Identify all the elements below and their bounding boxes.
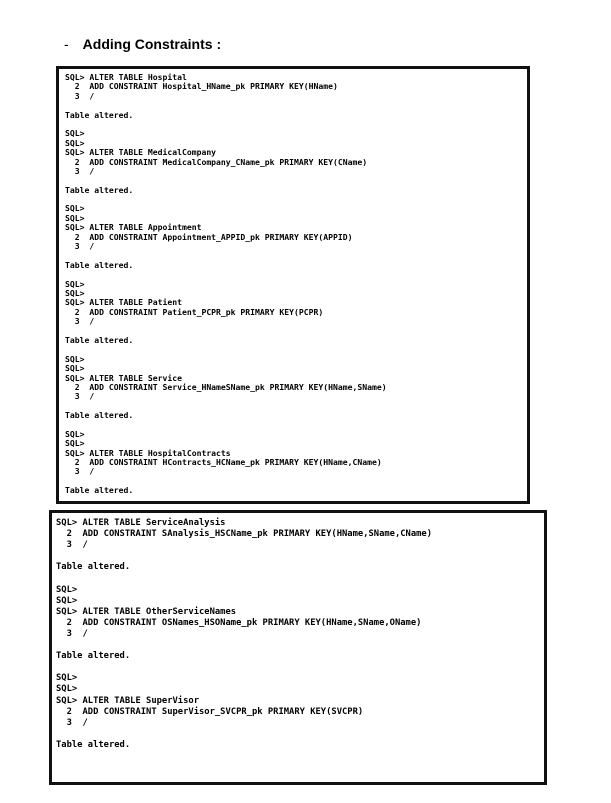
- terminal-line: SQL> ALTER TABLE SuperVisor: [56, 695, 199, 706]
- terminal-line: [65, 345, 521, 354]
- terminal-line: Table altered.: [65, 259, 134, 270]
- terminal-line: 3 /: [65, 316, 95, 327]
- terminal-line: SQL>: [56, 595, 78, 606]
- terminal-line: SQL> ALTER TABLE Patient: [65, 297, 182, 308]
- terminal-line: SQL> ALTER TABLE OtherServiceNames: [56, 606, 237, 617]
- terminal-line: Table altered.: [65, 485, 134, 496]
- terminal-line: [56, 662, 540, 673]
- terminal-line: Table altered.: [65, 410, 134, 421]
- terminal-line: Table altered.: [56, 739, 131, 750]
- terminal-line: 3 /: [65, 90, 95, 101]
- terminal-line: SQL> ALTER TABLE Hospital: [65, 72, 187, 82]
- terminal-line: 2 ADD CONSTRAINT HContracts_HCName_pk PRIMARY KEY(HName,CName): [65, 457, 382, 468]
- terminal-line: [65, 477, 521, 486]
- terminal-line: [56, 551, 540, 562]
- terminal-line: 2 ADD CONSTRAINT Appointment_APPID_pk PRIMARY KEY(APPID): [65, 231, 353, 242]
- terminal-line: SQL>: [65, 128, 85, 139]
- terminal-line: [56, 573, 540, 584]
- terminal-line: [65, 120, 521, 129]
- terminal-line: SQL>: [65, 137, 85, 148]
- terminal-line: SQL>: [65, 428, 85, 439]
- terminal-line: Table altered.: [56, 562, 131, 573]
- terminal-line: 3 /: [56, 628, 88, 639]
- terminal-line: SQL> ALTER TABLE ServiceAnalysis: [56, 518, 226, 528]
- terminal-line: [56, 640, 540, 651]
- terminal-line: 2 ADD CONSTRAINT Hospital_HName_pk PRIMARY KEY(HName): [65, 81, 338, 92]
- terminal-line: SQL>: [65, 212, 85, 223]
- heading-text: Adding Constraints :: [82, 36, 222, 52]
- terminal-line: [65, 270, 521, 279]
- terminal-line: [65, 176, 521, 185]
- terminal-line: SQL>: [65, 278, 85, 289]
- terminal-line: SQL>: [65, 353, 85, 364]
- terminal-line: [65, 327, 521, 336]
- terminal-line: SQL> ALTER TABLE Appointment: [65, 222, 202, 233]
- heading-bullet: -: [64, 36, 69, 52]
- terminal-line: Table altered.: [65, 184, 134, 195]
- terminal-line: 2 ADD CONSTRAINT Patient_PCPR_pk PRIMARY KEY(PCPR): [65, 306, 324, 317]
- terminal-line: 3 /: [65, 466, 95, 477]
- terminal-line: 2 ADD CONSTRAINT SuperVisor_SVCPR_pk PRIMARY KEY(SVCPR): [56, 706, 364, 717]
- terminal-line: SQL>: [56, 673, 78, 684]
- terminal-line: 3 /: [65, 165, 95, 176]
- terminal-line: [65, 251, 521, 260]
- terminal-line: 2 ADD CONSTRAINT Service_HNameSName_pk PRIMARY KEY(HName,SName): [65, 381, 387, 392]
- terminal-line: [56, 729, 540, 740]
- terminal-line: 2 ADD CONSTRAINT OSNames_HSOName_pk PRIMARY KEY(HName,SName,OName): [56, 617, 422, 628]
- terminal-line: 3 /: [65, 391, 95, 402]
- terminal-line: Table altered.: [65, 109, 134, 120]
- terminal-line: [65, 420, 521, 429]
- terminal-line: SQL>: [65, 287, 85, 298]
- terminal-line: SQL>: [56, 584, 78, 595]
- sql-terminal-output-2: [49, 510, 547, 785]
- terminal-line: Table altered.: [65, 334, 134, 345]
- terminal-line: Table altered.: [56, 651, 131, 662]
- terminal-line: [65, 402, 521, 411]
- sql-terminal-output-1: [56, 66, 530, 504]
- terminal-line: 3 /: [56, 717, 88, 728]
- terminal-line: [65, 101, 521, 110]
- terminal-line: 2 ADD CONSTRAINT SAnalysis_HSCName_pk PRIMARY KEY(HName,SName,CName): [56, 529, 433, 540]
- terminal-line: SQL>: [65, 363, 85, 374]
- terminal-line: SQL>: [56, 684, 78, 695]
- terminal-line: SQL>: [65, 438, 85, 449]
- terminal-line: 2 ADD CONSTRAINT MedicalCompany_CName_pk PRIMARY KEY(CName): [65, 156, 368, 167]
- section-heading: [64, 36, 221, 52]
- terminal-line: SQL>: [65, 203, 85, 214]
- terminal-line: 3 /: [65, 241, 95, 252]
- terminal-line: SQL> ALTER TABLE Service: [65, 372, 182, 383]
- terminal-line: 3 /: [56, 540, 88, 551]
- terminal-line: [65, 195, 521, 204]
- terminal-line: SQL> ALTER TABLE MedicalCompany: [65, 147, 217, 158]
- terminal-line: SQL> ALTER TABLE HospitalContracts: [65, 447, 231, 458]
